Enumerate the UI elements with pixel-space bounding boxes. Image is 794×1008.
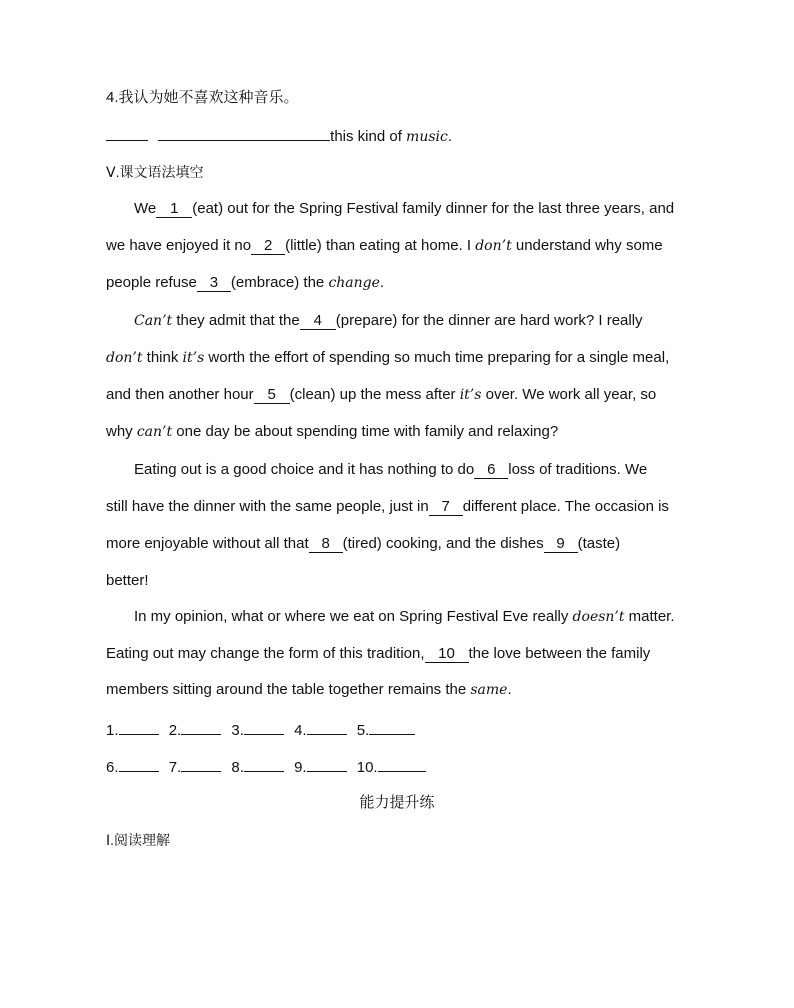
passage-line: better! (106, 572, 149, 589)
passage-line: why can’t one day be about spending time with family and relaxing? (106, 423, 559, 440)
passage-line: we have enjoyed it no 2 (little) than eating at home. I don’t understand why some (106, 237, 663, 254)
answer-blank[interactable] (181, 718, 221, 735)
passage-line: don’t think it’s worth the effort of spending so much time preparing for a single meal, (106, 349, 670, 366)
blank-6[interactable]: 6 (474, 462, 508, 479)
blank-4[interactable]: 4 (300, 313, 336, 330)
passage-line: Eating out is a good choice and it has nothing to do 6 loss of traditions. We (134, 461, 648, 478)
answer-blank[interactable] (244, 755, 284, 772)
blank-5[interactable]: 5 (254, 387, 290, 404)
question-4-prompt: 4.我认为她不喜欢这种音乐。 (106, 89, 299, 106)
passage-line: still have the dinner with the same people, just in 7 different place. The occasion is (106, 498, 669, 515)
blank-2[interactable]: 2 (251, 238, 285, 255)
answer-slot: 3. (231, 718, 284, 741)
passage-line: In my opinion, what or where we eat on Spring Festival Eve really doesn’t matter. (134, 608, 675, 625)
answer-blank[interactable] (181, 755, 221, 772)
answer-slot: 7. (169, 755, 222, 778)
answer-slot: 10. (357, 755, 426, 778)
answer-blank[interactable] (119, 718, 159, 735)
answer-slot: 2. (169, 718, 222, 741)
passage-line: Can’t they admit that the 4 (prepare) for the dinner are hard work? I really (134, 312, 643, 329)
answer-blank[interactable] (307, 718, 347, 735)
answer-blank[interactable] (378, 755, 426, 772)
answer-blank[interactable] (158, 124, 330, 141)
blank-8[interactable]: 8 (309, 536, 343, 553)
passage-line: and then another hour 5 (clean) up the mess after it’s over. We work all year, so (106, 386, 657, 403)
answer-blank[interactable] (369, 718, 415, 735)
answer-blank[interactable] (106, 124, 148, 141)
passage-line: We 1 (eat) out for the Spring Festival family dinner for the last three years, and (134, 200, 675, 217)
passage-line: Eating out may change the form of this tradition, 10 the love between the family (106, 645, 651, 662)
italic-word: music (406, 129, 448, 145)
answer-blank[interactable] (307, 755, 347, 772)
blank-7[interactable]: 7 (429, 499, 463, 516)
answer-row (106, 755, 432, 778)
answer-slot: 5. (357, 718, 416, 741)
answer-slot: 4. (294, 718, 347, 741)
question-4-answer-line: this kind of music. (106, 124, 452, 147)
answer-blank[interactable] (119, 755, 159, 772)
answer-blank[interactable] (244, 718, 284, 735)
blank-3[interactable]: 3 (197, 275, 231, 292)
passage-line: more enjoyable without all that 8 (tired) cooking, and the dishes 9 (taste) (106, 535, 621, 552)
answer-row (106, 718, 421, 741)
answer-slot: 9. (294, 755, 347, 778)
answer-slot: 1. (106, 718, 159, 741)
section-title: Ⅰ.阅读理解 (106, 832, 171, 848)
passage-line: people refuse 3 (embrace) the change. (106, 274, 385, 291)
section-title: Ⅴ.课文语法填空 (106, 164, 204, 180)
answer-slot: 6. (106, 755, 159, 778)
passage-line: members sitting around the table together remains the same. (106, 681, 512, 698)
answer-slot: 8. (231, 755, 284, 778)
blank-10[interactable]: 10 (425, 646, 469, 663)
blank-9[interactable]: 9 (544, 536, 578, 553)
blank-1[interactable]: 1 (156, 201, 192, 218)
section-heading: 能力提升练 (359, 794, 435, 811)
